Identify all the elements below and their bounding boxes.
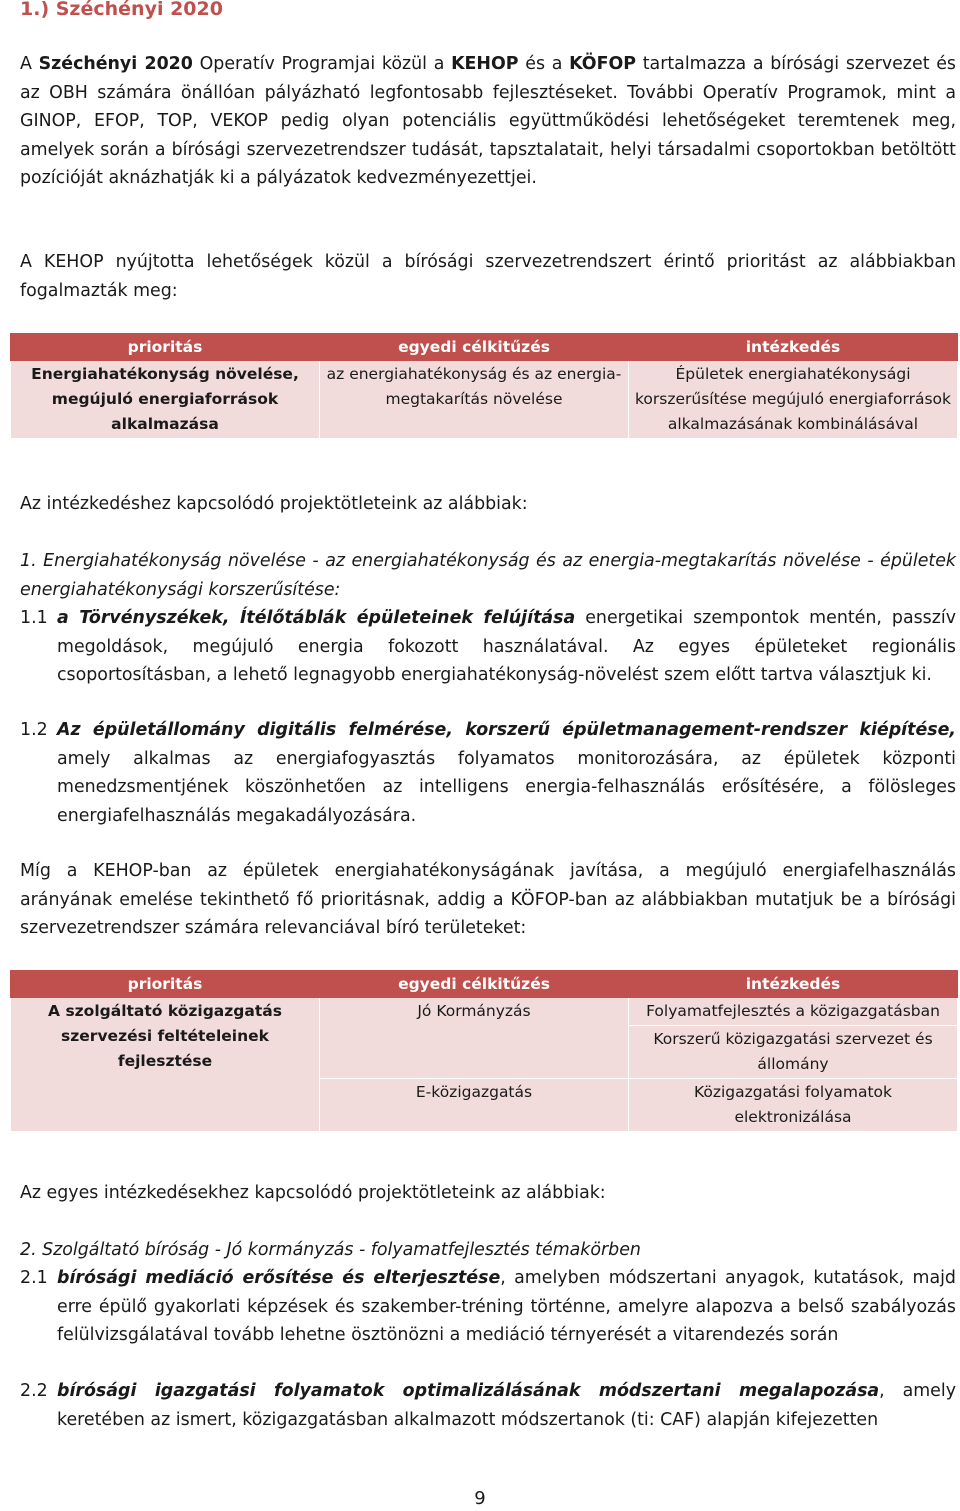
table-header-row (11, 971, 958, 998)
intro-text: tartalmazza a bírósági szervezet és az OBH számára önállóan pályázható legfontosabb fejlesztéseket. További Operatív Programok, mint a GINOP, EFOP, TOP, VEKOP pedig olyan potenciális együttműködési lehetőségeket teremtenek meg, amelyek során a bírósági szervezetrendszer tudását, tapsztalatait, helyi társadalmi csoportokban betöltött pozícióját aknázhatják ki a pályázatok kedvezményezettjei. (20, 54, 956, 188)
table-header-priority: prioritás (11, 334, 320, 361)
item22-text: , amely keretében az ismert, közigazgatásban alkalmazott módszertanok (ti: CAF) alapján kifejezetten (57, 1381, 956, 1430)
item21-paragraph (57, 1264, 956, 1350)
item12-paragraph (57, 716, 956, 830)
table-cell-priority: Energiahatékonyság növelése, megújuló energiaforrások alkalmazása (11, 361, 320, 439)
table-cell-goal: az energiahatékonyság és az energia-megtakarítás növelése (320, 361, 629, 439)
table-header-goal: egyedi célkitűzés (320, 334, 629, 361)
table-header-priority: prioritás (11, 971, 320, 998)
section1-title: 1. Energiahatékonyság növelése - az energiahatékonyság és az energia-megtakarítás növelése - épületek energiahatékonysági korszerűsítése: (20, 551, 956, 600)
kehop-intro-paragraph: A KEHOP nyújtotta lehetőségek közül a bírósági szervezetrendszert érintő prioritást az alábbiakban fogalmazták meg: (20, 252, 956, 301)
intro-bold-kofop: KÖFOP (569, 54, 636, 74)
item21-text: , amelyben módszertani anyagok, kutatások, majd erre épülő gyakorlati képzések és szakember-tréning történne, amelyre alapozva a belső szabályozás felülvizsgálatával tovább lehetne ösztönözni a mediáció térnyerését a vitarendezés során (57, 1268, 956, 1345)
projects1-intro: Az intézkedéshez kapcsolódó projektötleteink az alábbiak: (20, 494, 528, 514)
page-number: 9 (474, 1488, 486, 1509)
intro-bold-szechenyi: Széchényi 2020 (38, 54, 193, 74)
item11-text: energetikai szempontok mentén, passzív megoldások, megújuló energia fokozott használatával. Az egyes épületeket regionális csoportosításban, a lehető legnagyobb energiahatékonyság-növelést szem előtt tartva választjuk ki. (57, 608, 956, 685)
item22-paragraph (57, 1377, 956, 1434)
item12-text: amely alkalmas az energiafogyasztás folyamatos monitorozására, az épületek központi menedzsmentjének köszönhetően az intelligens energia-felhasználás erősítésére, a fölösleges energiafelhasználás megakadályozására. (57, 748, 956, 826)
item21-bold: bírósági mediáció erősítése és elterjesztése (57, 1268, 501, 1288)
intro-text: Operatív Programjai közül a (192, 54, 452, 74)
table-cell-measure-process: Folyamatfejlesztés a közigazgatásban (629, 998, 958, 1026)
table-row (11, 361, 958, 439)
table-row (11, 998, 958, 1026)
table-cell-goal-egov: E-közigazgatás (320, 1079, 629, 1132)
table-cell-goal-good-governance: Jó Kormányzás (320, 998, 629, 1079)
kehop-table (10, 333, 958, 439)
kofop-table (10, 970, 958, 1132)
item12-number: 1.2 (20, 720, 48, 740)
intro-bold-kehop: KEHOP (451, 54, 519, 74)
item22-number: 2.2 (20, 1381, 48, 1401)
item11-bold: a Törvényszékek, Ítélőtáblák épületeinek felújítása (57, 608, 576, 628)
kofop-intro-paragraph: Míg a KEHOP-ban az épületek energiahatékonyságának javítása, a megújuló energiafelhasználás arányának emelése tekinthető fő prioritásnak, addig a KÖFOP-ban az alábbiakban mutatjuk be a bírósági szervezetrendszer számára relevanciával bíró területeket: (20, 861, 956, 938)
table-header-measure: intézkedés (629, 334, 958, 361)
table-header-row (11, 334, 958, 361)
item11-number: 1.1 (20, 608, 48, 628)
item11-paragraph (57, 604, 956, 690)
table-cell-priority: A szolgáltató közigazgatás szervezési feltételeinek fejlesztése (11, 998, 320, 1132)
intro-text: A (20, 54, 39, 74)
item21-number: 2.1 (20, 1268, 48, 1288)
section2-title: 2. Szolgáltató bíróság - Jó kormányzás - folyamatfejlesztés témakörben (20, 1240, 641, 1260)
table-cell-measure: Épületek energiahatékonysági korszerűsítése megújuló energiaforrások alkalmazásának kombinálásával (629, 361, 958, 439)
item12-bold: Az épületállomány digitális felmérése, korszerű épületmanagement-rendszer kiépítése, (57, 720, 956, 740)
intro-text: és a (518, 54, 570, 74)
item22-bold: bírósági igazgatási folyamatok optimalizálásának módszertani megalapozása (57, 1381, 880, 1401)
table-header-goal: egyedi célkitűzés (320, 971, 629, 998)
table-cell-measure-electronic: Közigazgatási folyamatok elektronizálása (629, 1079, 958, 1132)
table-header-measure: intézkedés (629, 971, 958, 998)
projects2-intro: Az egyes intézkedésekhez kapcsolódó projektötleteink az alábbiak: (20, 1183, 606, 1203)
table-cell-measure-organisation: Korszerű közigazgatási szervezet és állomány (629, 1026, 958, 1079)
intro-paragraph (20, 50, 956, 193)
section-heading: 1.) Széchényi 2020 (20, 0, 223, 20)
